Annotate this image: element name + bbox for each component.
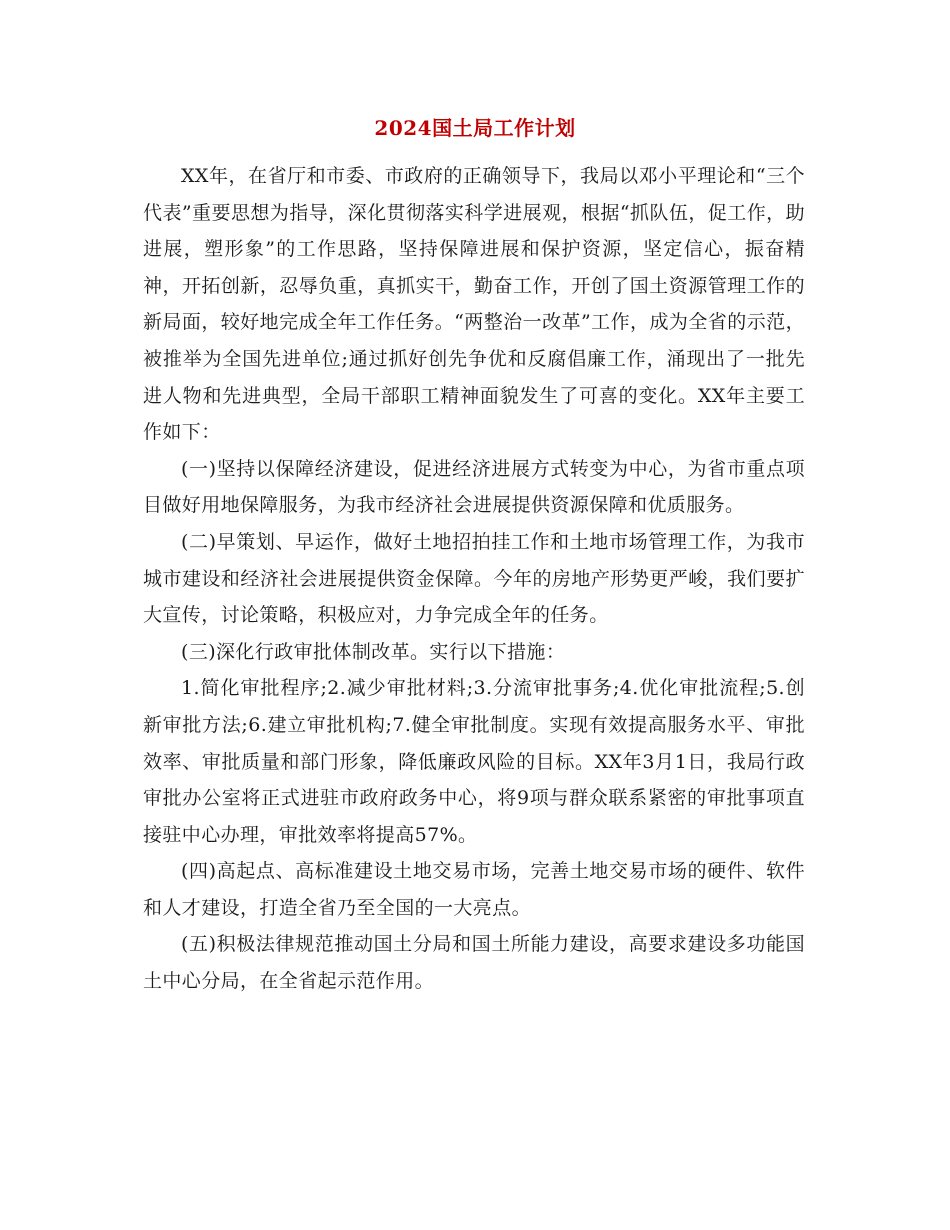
- paragraph-item-3: (三)深化行政审批体制改革。实行以下措施：: [181, 640, 566, 663]
- paragraph-item-2: (二)早策划、早运作，做好土地招拍挂工作和土地市场管理工作，为我市城市建设和经济社会进展提供资金保障。今年的房地产形势更严峻，我们要扩大宣传，讨论策略，积极应对，力争完成全年的任务。: [143, 530, 805, 627]
- paragraph-measures: 1.简化审批程序;2.减少审批材料;3.分流审批事务;4.优化审批流程;5.创新审批方法;6.建立审批机构;7.健全审批制度。实现有效提高服务水平、审批效率、审批质量和部门形象，降低廉政风险的目标。XX年3月1日，我局行政审批办公室将正式进驻市政府政务中心，将9项与群众联系紧密的审批事项直接驻中心办理，审批效率将提高57%。: [143, 677, 805, 846]
- document-title: 2024国土局工作计划: [374, 116, 576, 140]
- paragraph-item-4: (四)高起点、高标准建设土地交易市场，完善土地交易市场的硬件、软件和人才建设，打造全省乃至全国的一大亮点。: [143, 860, 805, 919]
- document-body: [143, 158, 805, 1000]
- paragraph-item-1: (一)坚持以保障经济建设，促进经济进展方式转变为中心，为省市重点项目做好用地保障服务，为我市经济社会进展提供资源保障和优质服务。: [143, 457, 805, 517]
- paragraph-intro: XX年，在省厅和市委、市政府的正确领导下，我局以邓小平理论和“三个代表”重要思想为指导，深化贯彻落实科学进展观，根据“抓队伍，促工作，助进展，塑形象”的工作思路，坚持保障进展和保护资源，坚定信心，振奋精神，开拓创新，忍辱负重，真抓实干，勤奋工作，开创了国土资源管理工作的新局面，较好地完成全年工作任务。“两整治一改革”工作，成为全省的示范，被推举为全国先进单位;通过抓好创先争优和反腐倡廉工作，涌现出了一批先进人物和先进典型，全局干部职工精神面貌发生了可喜的变化。XX年主要工作如下：: [143, 165, 805, 444]
- paragraph-item-5: (五)积极法律规范推动国土分局和国土所能力建设，高要求建设多功能国土中心分局，在全省起示范作用。: [143, 933, 805, 993]
